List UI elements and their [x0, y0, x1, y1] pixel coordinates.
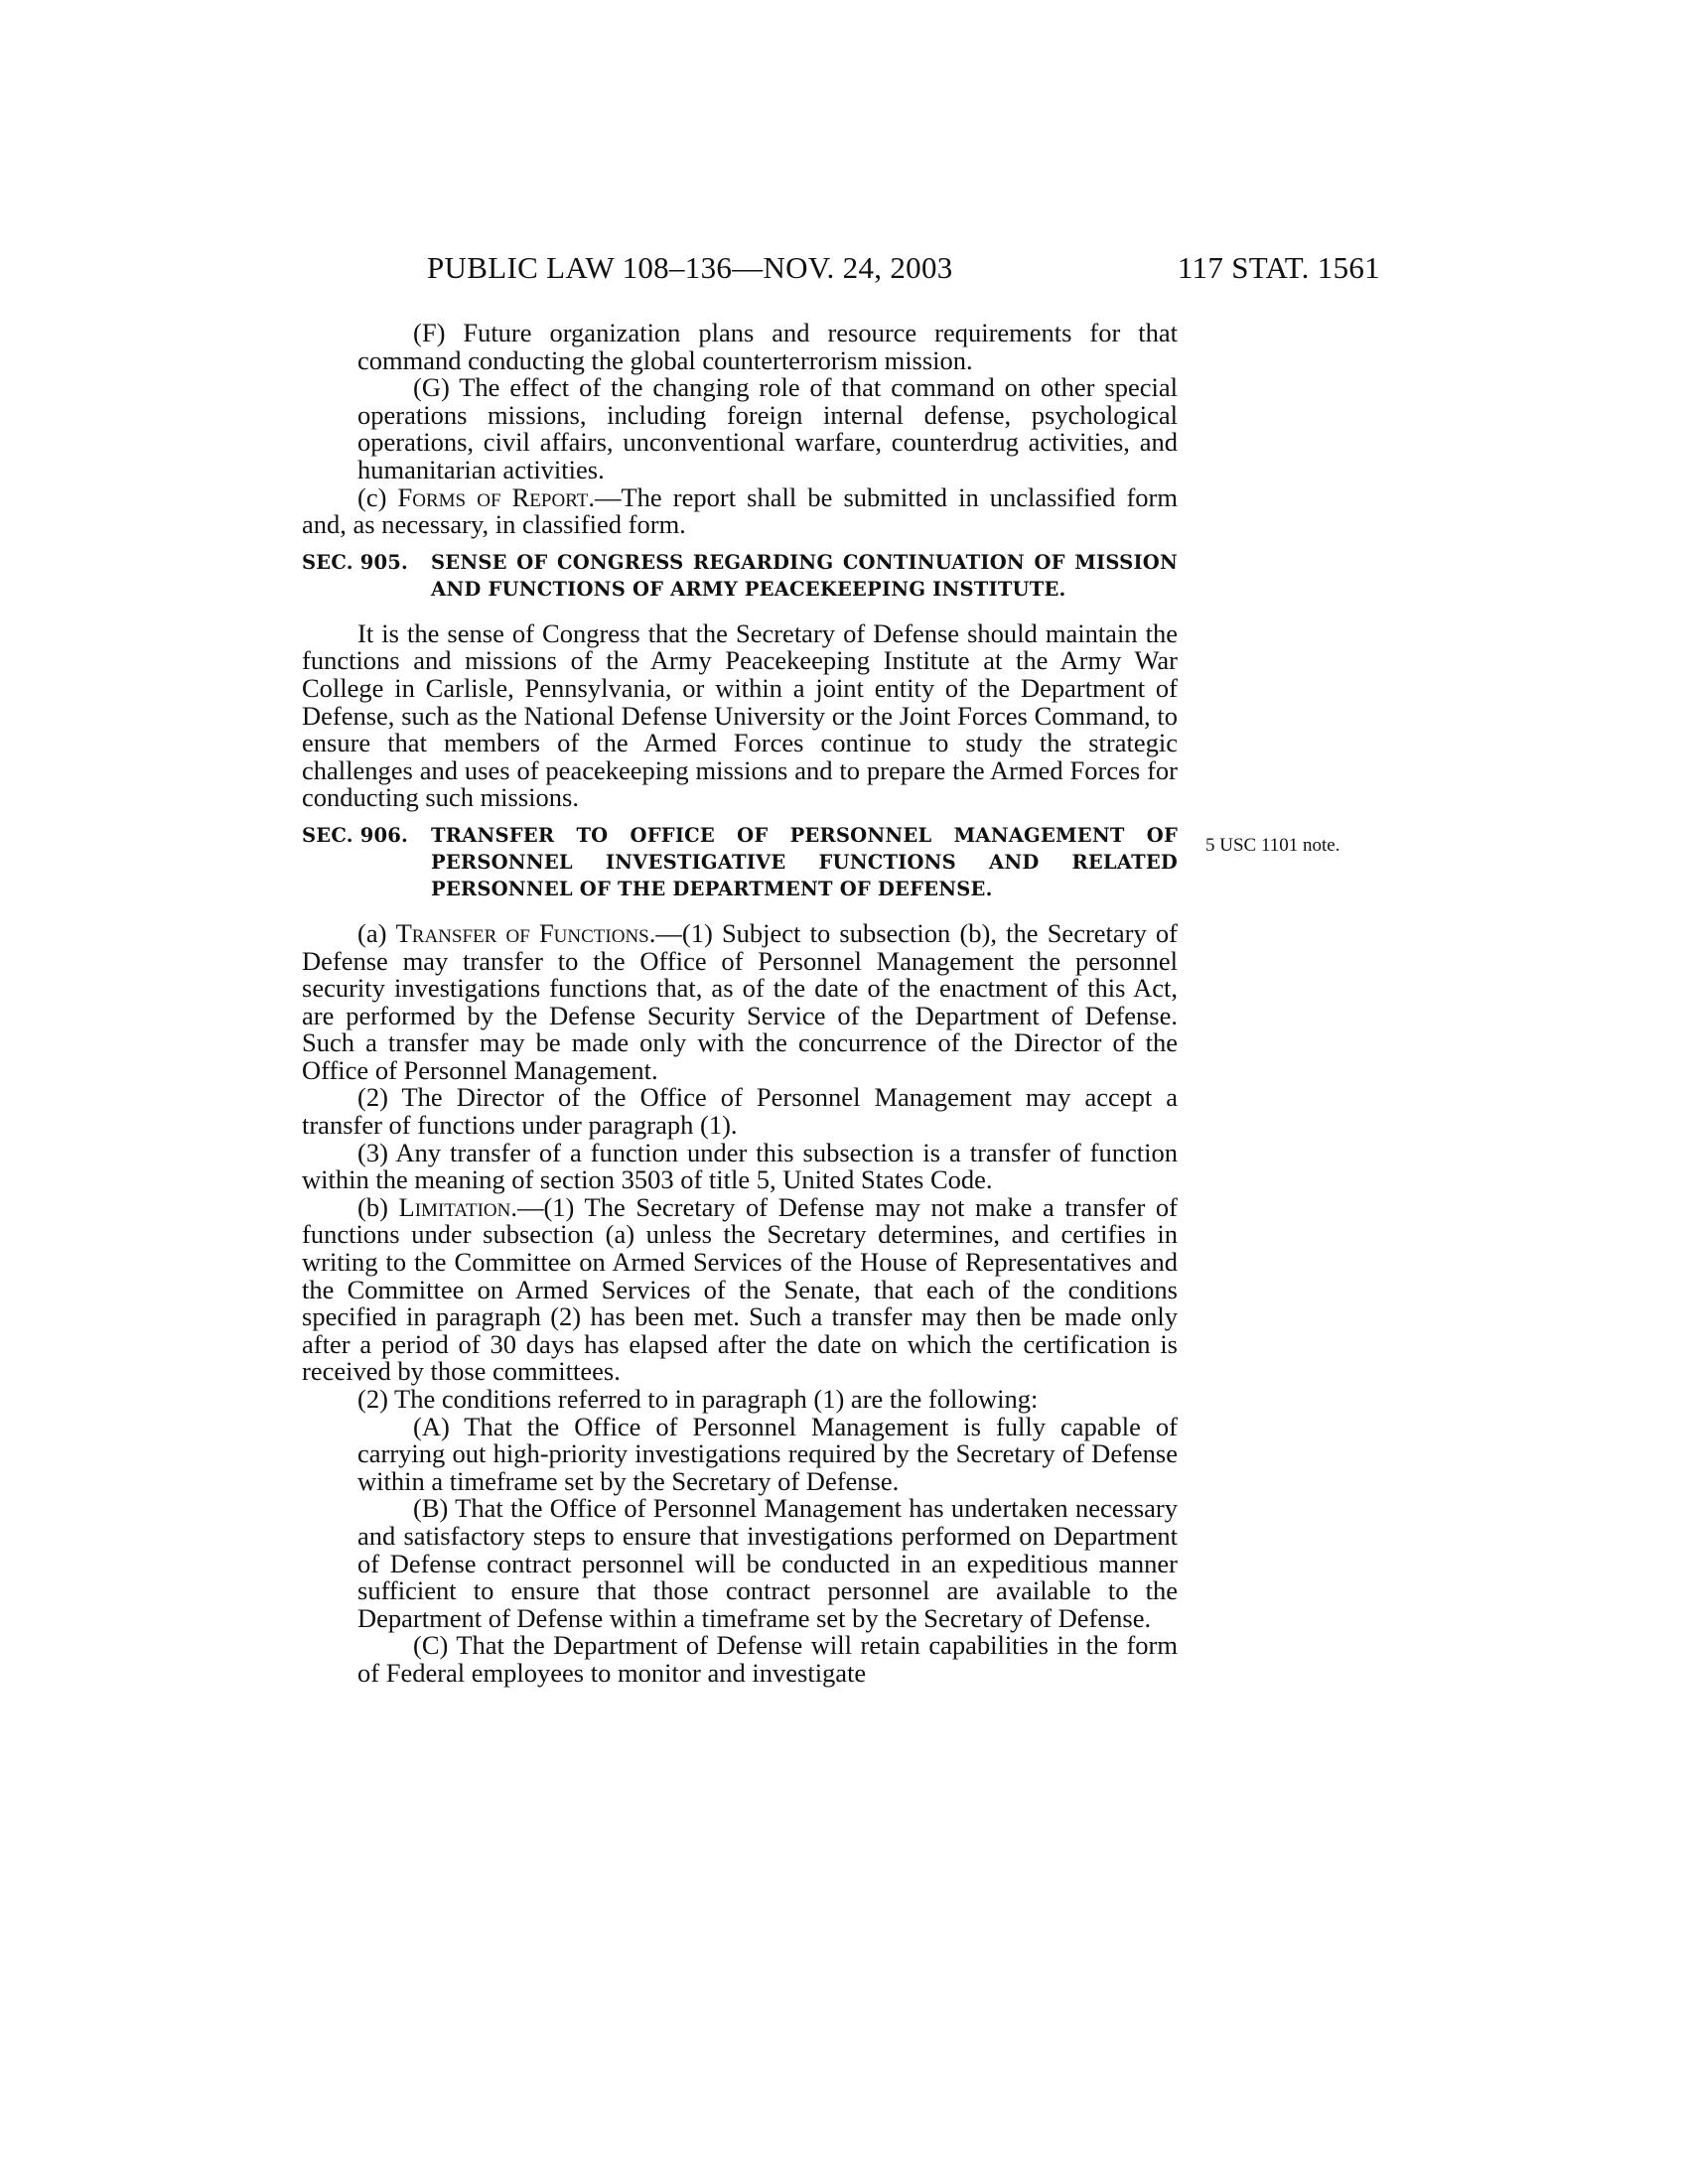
subsection-c-text: .—The report shall be submitted in unclassified form and, as necessary, in classified form. [302, 481, 1178, 540]
paragraph-a3: (3) Any transfer of a function under this subsection is a transfer of function within the meaning of section 3503 of title 5, United States Code. [302, 1137, 1178, 1195]
subsection-b-label: (b) [357, 1191, 399, 1222]
section-905-heading [302, 549, 1178, 603]
paragraph-b2b: (B) That the Office of Personnel Management has undertaken necessary and satisfactory steps to ensure that investigations performed on Department of Defense contract personnel will be conducted in an expeditious manner sufficient to ensure that those contract personnel are available to the Department of Defense within a timeframe set by the Secretary of Defense. [357, 1493, 1178, 1633]
paragraph-f: (F) Future organization plans and resource requirements for that command conducting the global counterterrorism mission. [357, 318, 1178, 375]
paragraph-b2c: (C) That the Department of Defense will retain capabilities in the form of Federal employees to monitor and investigate [357, 1630, 1178, 1688]
section-906-title: TRANSFER TO OFFICE OF PERSONNEL MANAGEMENT OF PERSONNEL INVESTIGATIVE FUNCTIONS AND RELATED PERSONNEL OF THE DEPARTMENT OF DEFENSE. [431, 823, 1178, 900]
paragraph-b2a: (A) That the Office of Personnel Management is fully capable of carrying out high-priority investigations required by the Secretary of Defense within a timeframe set by the Secretary of Defense. [357, 1411, 1178, 1496]
subsection-b-text: .—(1) The Secretary of Defense may not make a transfer of functions under subsection (a) unless the Secretary determines, and certifies in writing to the Committee on Armed Services of the House of Representatives and the Committee on Armed Services of the Senate, that each of the conditions specified in paragraph (2) has been met. Such a transfer may then be made only after a period of 30 days has elapsed after the date on which the certification is received by those committees. [302, 1191, 1179, 1387]
subsection-c-heading: Forms of Report [397, 481, 589, 512]
subsection-c-label: (c) [357, 481, 398, 512]
section-906-heading [302, 822, 1178, 902]
page-number: 117 STAT. 1561 [1177, 250, 1380, 285]
section-905-title: SENSE OF CONGRESS REGARDING CONTINUATION OF MISSION AND FUNCTIONS OF ARMY PEACEKEEPING INSTITUTE. [431, 550, 1178, 601]
paragraph-g: (G) The effect of the changing role of that command on other special operations missions, including foreign internal defense, psychological operations, civil affairs, unconventional warfare, counterdrug activities, and humanitarian activities. [357, 372, 1178, 484]
page-header [427, 248, 1380, 288]
section-905-text: It is the sense of Congress that the Secretary of Defense should maintain the functions and missions of the Army Peacekeeping Institute at the Army War College in Carlisle, Pennsylvania, or within a joint entity of the Department of Defense, such as the National Defense University or the Joint Forces Command, to ensure that members of the Armed Forces continue to study the strategic challenges and uses of peacekeeping missions and to prepare the Armed Forces for conducting such missions. [302, 617, 1178, 813]
subsection-a-text: .—(1) Subject to subsection (b), the Secretary of Defense may transfer to the Office of Personnel Management the personnel security investigations functions that, as of the date of the enactment of this Act, are performed by the Defense Security Service of the Department of Defense. Such a transfer may be made only with the concurrence of the Director of the Office of Personnel Management. [302, 917, 1178, 1085]
section-906-heading-wrap [302, 822, 1340, 902]
section-905-number: SEC. 905. [302, 550, 408, 574]
subsection-a [302, 917, 1178, 1085]
subsection-b-heading: Limitation [398, 1191, 511, 1222]
paragraph-a2: (2) The Director of the Office of Personnel Management may accept a transfer of functions under paragraph (1). [302, 1082, 1178, 1141]
subsection-c [302, 481, 1178, 540]
subsection-a-label: (a) [357, 917, 396, 948]
document-body [302, 318, 1340, 1688]
paragraph-b2: (2) The conditions referred to in paragraph (1) are the following: [357, 1384, 1039, 1414]
subsection-b [302, 1191, 1179, 1387]
subsection-a-heading: Transfer of Functions [395, 917, 649, 948]
section-906-number: SEC. 906. [302, 823, 408, 847]
running-head: PUBLIC LAW 108–136—NOV. 24, 2003 [427, 250, 953, 285]
margin-note: 5 USC 1101 note. [1205, 834, 1340, 856]
